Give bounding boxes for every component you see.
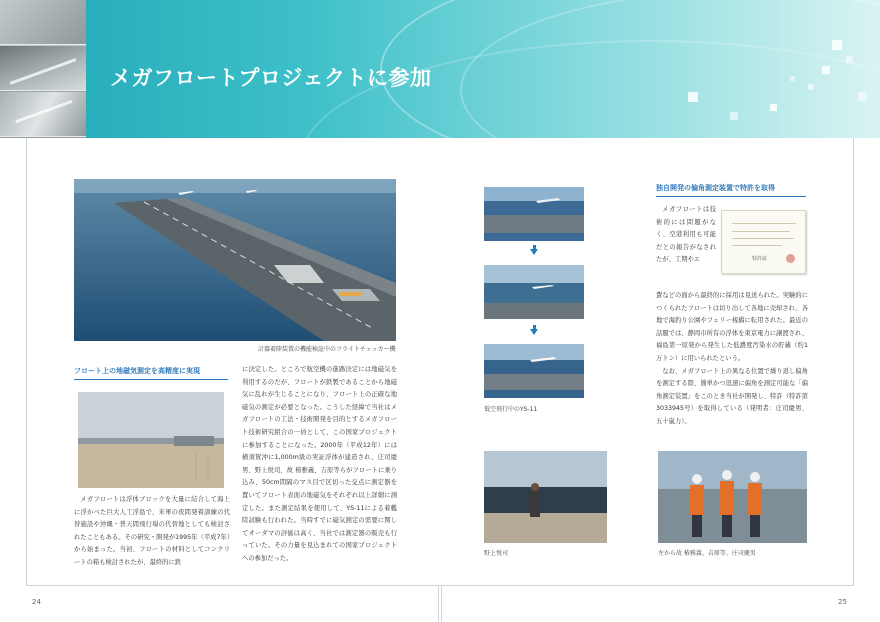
decor-square xyxy=(730,112,738,120)
megafloat-aerial-photo xyxy=(74,179,396,341)
paragraph: なお、メガフロート上の異なる位置で繰り返し偏角を測定する際、簡単かつ迅速に偏角を測定可能な「偏角測定装置」をこのとき当社が開発し、特許（特許第3033945号）を取得している（発明者：庄司慶男、五十嵐力）。 xyxy=(656,367,808,424)
patent-main-text xyxy=(656,290,808,424)
ys11-illustration xyxy=(484,265,584,319)
left-column-text xyxy=(74,494,230,574)
decor-square xyxy=(846,56,853,63)
certificate-line xyxy=(732,245,782,246)
ys11-illustration xyxy=(484,344,584,398)
megafloat-aerial-illustration xyxy=(74,179,396,341)
float-surface-illustration xyxy=(78,392,224,488)
decor-square xyxy=(790,76,795,81)
header-photo xyxy=(0,92,86,137)
section-heading-geomagnetic: フロート上の地磁気測定を高精度に実現 xyxy=(74,366,228,380)
patent-certificate-image xyxy=(721,210,806,274)
certificate-seal xyxy=(786,254,795,263)
ys11-approach-photo-1 xyxy=(484,187,584,241)
paragraph: メガフロートは浮体ブロックを大量に結合して海上に浮かべた巨大人工浮島で、米軍の夜間発着訓練の代替施設や沖縄・普天間飛行場の代替地としても検討されたこともある。その研究・開発が1995年（平成7年）から始まった。当初、フロートの材料としてコンクリートの箱も検討されたが、最終的に鉄 xyxy=(74,496,230,566)
decor-square xyxy=(822,66,830,74)
page-gutter xyxy=(441,586,442,622)
header-photo xyxy=(0,46,86,91)
header-banner xyxy=(0,0,880,138)
group-illustration xyxy=(658,451,807,543)
page-number-right: 25 xyxy=(838,598,847,606)
ys11-illustration xyxy=(484,187,584,241)
decor-square xyxy=(808,84,814,90)
certificate-line xyxy=(732,223,796,224)
paragraph: に決定した。ところで航空機の進路決定には地磁気を利用するのだが、フロートが鉄製であることから地磁気に乱れが生じることになり、フロート上の正確な地磁気の測定が必要となった。こうした経緯で当社はメガフロートの工法・技術開発を目的とするメガフロート技術研究組合の一員として、この国家プロジェクトに参加することになった。2000年（平成12年）には横須賀沖に1,000m級の実証浮体が建造され、庄司慶男、野上悦司、故 椿雅義、吉原等らがフロートに乗り込み、50cm間隔のマス目で区切った交点に測定器を置いてフロート表面の地磁気をそれぞれ以上詳細に測定した。また測定結果を使用して、YS-11による着艦陸試験も行われた。当時すでに磁気測定の需要に関してオーダマの評価は高く、当社では測定器の販売も行っていた。その力量を見込まれての国家プロジェクトへの参加だった。 xyxy=(242,366,397,562)
certificate-line xyxy=(732,238,794,239)
person-photo xyxy=(484,451,607,543)
header-photo xyxy=(0,0,86,45)
float-surface-photo xyxy=(78,392,224,488)
sequence-caption: 低空飛行中のYS-11 xyxy=(484,406,538,413)
person-on-float-illustration xyxy=(484,451,607,543)
main-photo-caption: 計器着陸装置の機能検証中のフライトチェッカー機 xyxy=(258,346,396,353)
decor-square xyxy=(770,104,777,111)
middle-column-text xyxy=(242,364,397,564)
patent-intro-text xyxy=(656,204,716,288)
ys11-approach-photo-3 xyxy=(484,344,584,398)
paragraph: 費などの面から最終的に採用は見送られた。実験的につくられたフロートは切り出して各地に売却され、各地で海釣り公園やフェリー桟橋に転用された。最近の話題では、静岡市所有の浮体を東京電力に譲渡され、福島第一原発から発生した低濃度汚染水の貯蔵（約1万トン）に用いられたという。 xyxy=(656,292,808,362)
ys11-approach-photo-2 xyxy=(484,265,584,319)
paragraph: メガフロートは技術的には問題がなく、空港利用も可能だとの報告がなされたが、工期やエ xyxy=(656,206,716,264)
decor-square xyxy=(832,40,842,50)
arrow-down-icon xyxy=(530,249,538,255)
section-heading-patent: 独自開発の偏角測定装置で特許を取得 xyxy=(656,183,806,197)
group-photo-caption: 左から故 椿雅義、吉原等、庄司慶男 xyxy=(658,550,756,557)
group-photo xyxy=(658,451,807,543)
page-gutter xyxy=(438,586,439,622)
person-photo-caption: 野上悦司 xyxy=(484,550,509,557)
page-title: メガフロートプロジェクトに参加 xyxy=(110,66,432,90)
decor-square xyxy=(858,92,867,101)
certificate-line xyxy=(732,231,790,232)
certificate-title: 特許証 xyxy=(752,256,768,262)
decor-square xyxy=(688,92,698,102)
page-number-left: 24 xyxy=(32,598,41,606)
header-photo-strip xyxy=(0,0,86,138)
arrow-down-icon xyxy=(530,329,538,335)
